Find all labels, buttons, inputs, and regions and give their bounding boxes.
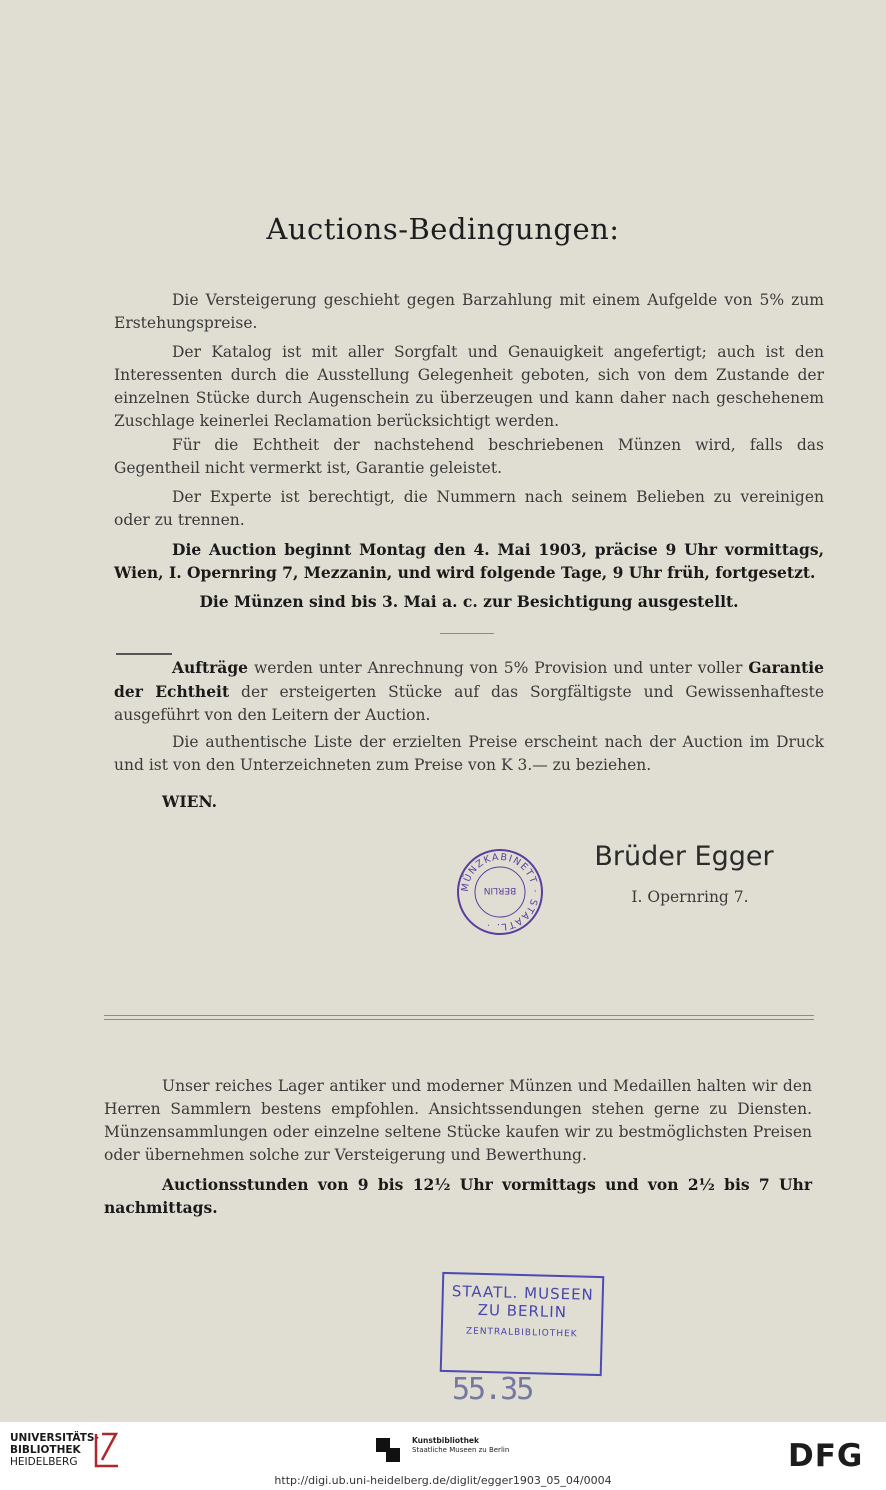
library-stamp (440, 1272, 605, 1376)
paragraph-expert: Der Experte ist berechtigt, die Nummern nach seinem Belieben zu vereinigen oder zu trennen. (114, 488, 824, 529)
kunstbibliothek-logo[interactable]: Kunstbibliothek Staatliche Museen zu Berlin (412, 1436, 510, 1454)
seal-ring-text: MÜNZKABINETT · STAATL. · (459, 851, 541, 933)
paragraph-authenticity: Für die Echtheit der nachstehend beschriebenen Münzen wird, falls das Gegentheil nicht vermerkt ist, Garantie geleistet. (114, 436, 824, 477)
paragraph-catalogue: Der Katalog ist mit aller Sorgfalt und Genauigkeit angefertigt; auch ist den Interessenten durch die Ausstellung Gelegenheit geboten, sich von dem Zustande der einzelnen Stücke durch Augenschein zu überzeugen und kann daher nach geschehenem Zuschlage keinerlei Reclamation berücksichtigt werden. (114, 343, 824, 430)
dfg-logo[interactable]: DFG (788, 1438, 864, 1474)
museum-seal-stamp (455, 847, 545, 937)
page-title: Auctions-Bedingungen: (266, 212, 620, 246)
short-divider (440, 633, 494, 634)
library-stamp-line3: ZENTRALBIBLIOTHEK (465, 1326, 578, 1340)
place-label: WIEN. (162, 792, 218, 811)
seal-center-text: BERLIN (483, 885, 517, 895)
paragraph-viewing: Die Münzen sind bis 3. Mai a. c. zur Besichtigung ausgestellt. (199, 592, 739, 611)
university-library-logo[interactable]: UNIVERSITÄTS- BIBLIOTHEK HEIDELBERG (10, 1432, 99, 1468)
kunstbibliothek-icon (376, 1438, 406, 1464)
paragraph-stock: Unser reiches Lager antiker und moderner Münzen und Medaillen halten wir den Herren Sammlern bestens empfohlen. Ansichtssendungen stehen gerne zu Diensten. Münzensammlungen oder einzelne seltene Stücke kaufen wir zu bestmöglichsten Preisen oder übernehmen solche zur Versteigerung und Bewerthung. (104, 1077, 812, 1164)
paragraph-auction-hours: Auctionsstunden von 9 bis 12½ Uhr vormittags und von 2½ bis 7 Uhr nachmittags. (104, 1175, 812, 1217)
library-stamp-line2: ZU BERLIN (477, 1300, 568, 1322)
margin-mark (116, 653, 172, 655)
paragraph-surcharge: Die Versteigerung geschieht gegen Barzahlung mit einem Aufgelde von 5% zum Erstehungspreise. (114, 291, 824, 332)
firm-address: I. Opernring 7. (631, 888, 749, 906)
library-stamp-line1: STAATL. MUSEEN (451, 1282, 595, 1304)
double-rule-top (104, 1015, 814, 1016)
paragraph-auction-date: Die Auction beginnt Montag den 4. Mai 1903, präcise 9 Uhr vormittags, Wien, I. Opernring 7, Mezzanin, und wird folgende Tage, 9 Uhr früh, fortgesetzt. (114, 540, 824, 582)
double-rule-bottom (104, 1019, 814, 1020)
handwritten-number: 55.35 (452, 1372, 533, 1407)
paragraph-commissions: Aufträge werden unter Anrechnung von 5% Provision und unter voller Garantie der Echtheit der ersteigerten Stücke auf das Sorgfältigste und Gewissenhafteste ausgeführt von den Leitern der Auction. (114, 658, 824, 724)
footer-bar (0, 1422, 886, 1490)
paragraph-price-list: Die authentische Liste der erzielten Preise erscheint nach der Auction im Druck und ist von den Unterzeichneten zum Preise von K 3.— zu beziehen. (114, 733, 824, 774)
firm-name: Brüder Egger (594, 841, 774, 872)
university-emblem-icon (92, 1430, 122, 1470)
permalink-url[interactable]: http://digi.ub.uni-heidelberg.de/diglit/egger1903_05_04/0004 (274, 1474, 612, 1487)
